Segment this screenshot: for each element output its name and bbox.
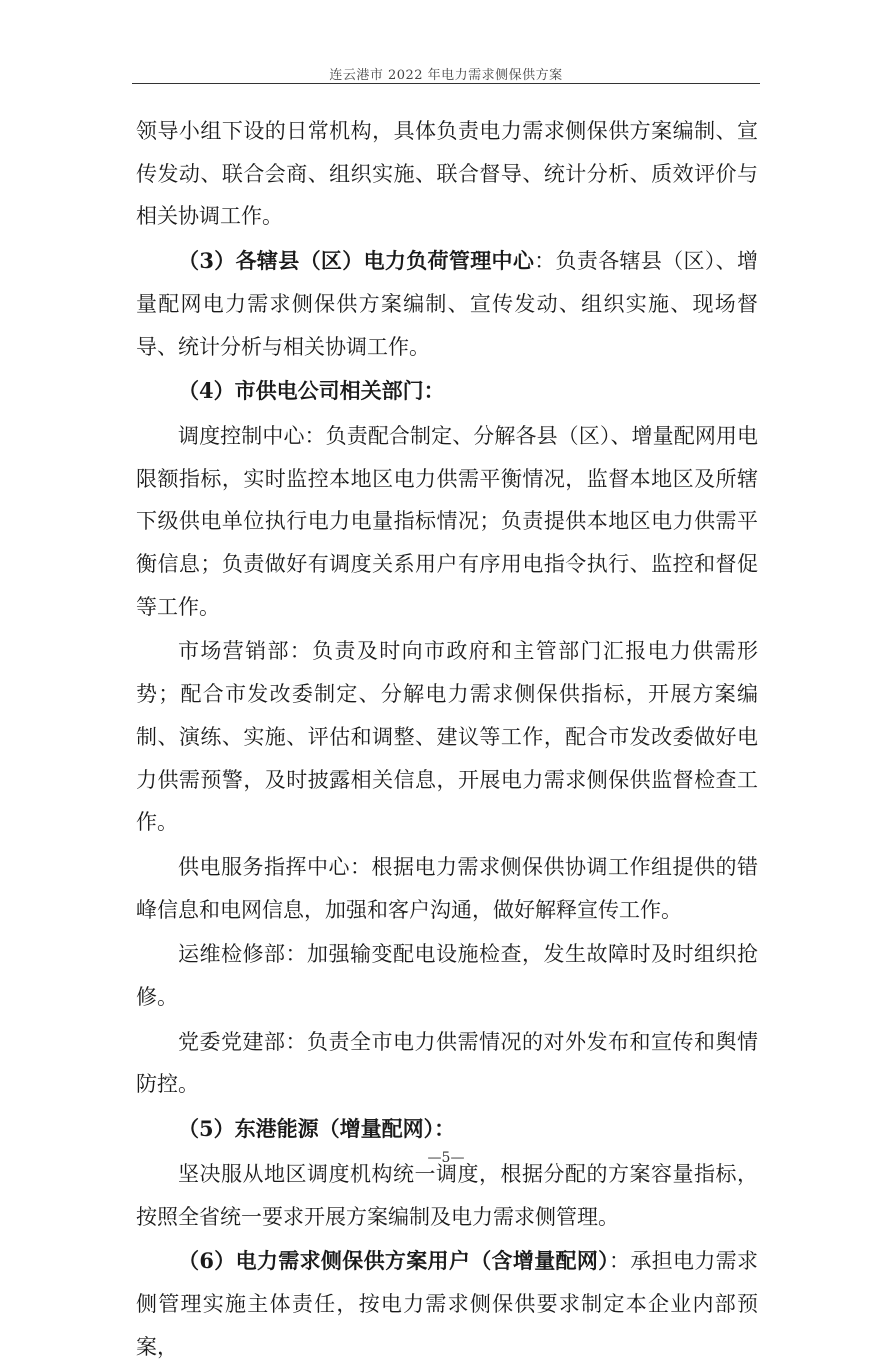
section-heading: （4）市供电公司相关部门： [178,378,445,404]
page-number: —5— [427,1150,465,1166]
running-header: 连云港市 2022 年电力需求侧保供方案 [329,68,563,83]
paragraph: 供电服务指挥中心：根据电力需求侧保供协调工作组提供的错峰信息和电网信息，加强和客户沟通，做好解释宣传工作。 [136,854,758,922]
paragraph: 坚决服从地区调度机构统一调度，根据分配的方案容量指标，按照全省统一要求开展方案编制及电力需求侧管理。 [136,1161,758,1229]
paragraph-text: ：承担电力需求侧管理实施主体责任，按电力需求侧保供要求制定本企业内部预案， [136,1249,758,1359]
section-heading: （6）电力需求侧保供方案用户（含增量配网） [178,1248,610,1274]
paragraph: 市场营销部：负责及时向市政府和主管部门汇报电力供需形势；配合市发改委制定、分解电力需求侧保供指标，开展方案编制、演练、实施、评估和调整、建议等工作，配合市发改委做好电力供需预警，及时披露相关信息，开展电力需求侧保供监督检查工作。 [136,639,758,835]
document-body [136,110,758,1368]
header-rule [132,83,760,84]
paragraph: 领导小组下设的日常机构，具体负责电力需求侧保供方案编制、宣传发动、联合会商、组织实施、联合督导、统计分析、质效评价与相关协调工作。 [136,119,758,229]
paragraph [136,1240,758,1368]
paragraph: 运维检修部：加强输变配电设施检查，发生故障时及时组织抢修。 [136,942,758,1010]
paragraph: 党委党建部：负责全市电力供需情况的对外发布和宣传和舆情防控。 [136,1029,758,1097]
paragraph-text: ：负责各辖县（区）、增量配网电力需求侧保供方案编制、宣传发动、组织实施、现场督导、统计分析与相关协调工作。 [136,249,758,359]
section-heading: （5）东港能源（增量配网）： [178,1116,456,1142]
paragraph: 调度控制中心：负责配合制定、分解各县（区）、增量配网用电限额指标，实时监控本地区电力供需平衡情况，监督本地区及所辖下级供电单位执行电力电量指标情况；负责提供本地区电力供需平衡信息；负责做好有调度关系用户有序用电指令执行、监控和督促等工作。 [136,423,758,619]
paragraph [136,240,758,368]
section-heading: （3）各辖县（区）电力负荷管理中心 [178,248,535,274]
